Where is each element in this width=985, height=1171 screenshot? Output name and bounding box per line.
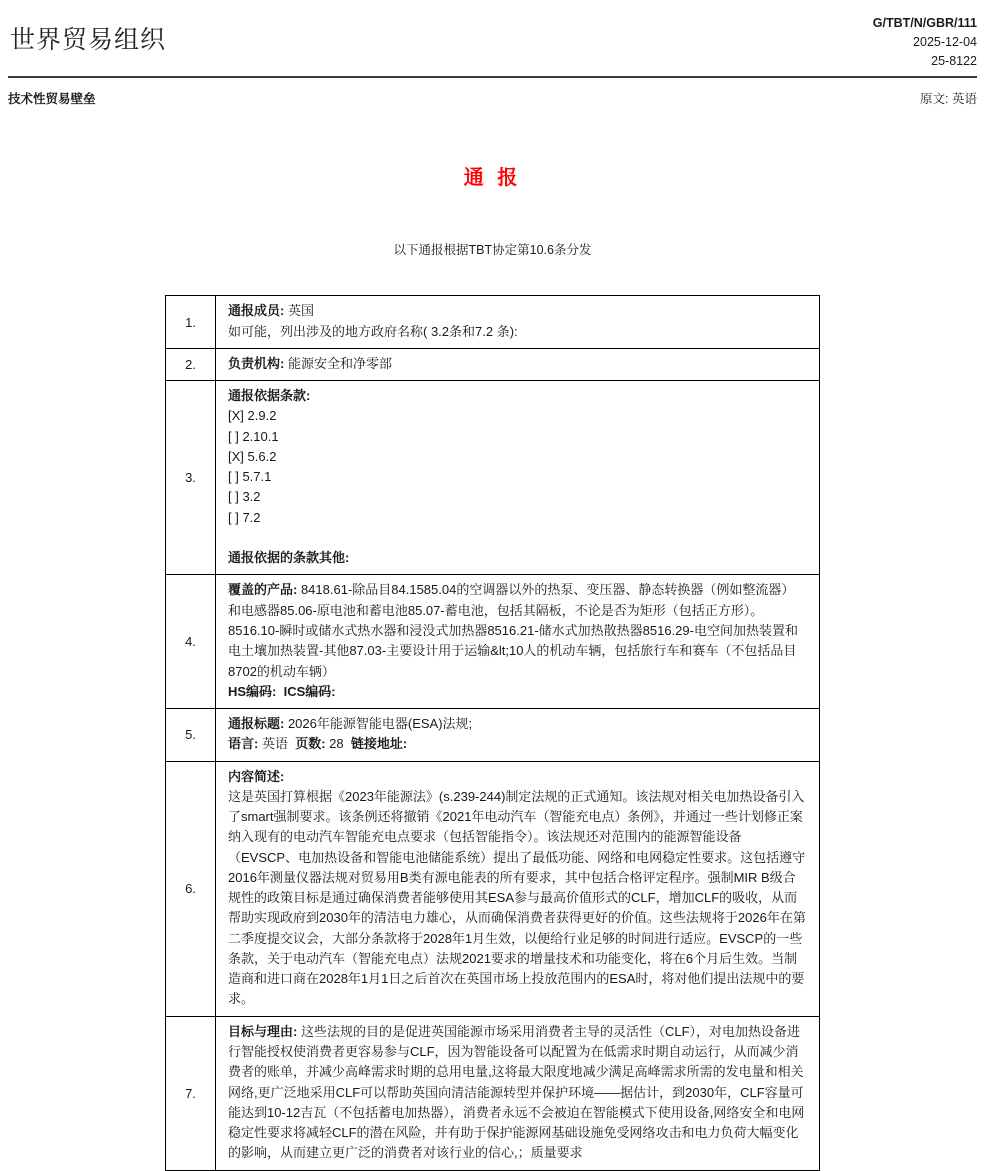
- field-label: 通报依据的条款其他:: [228, 550, 350, 566]
- document-ref: 25-8122: [931, 53, 977, 68]
- row-content: [216, 709, 820, 762]
- text-line: [228, 406, 807, 426]
- notification-table: [165, 295, 820, 1170]
- document-date: 2025-12-04: [913, 34, 977, 49]
- header-divider: [8, 76, 977, 78]
- field-label: 页数:: [295, 736, 326, 752]
- row-number: 1.: [166, 296, 216, 349]
- row-number: 6.: [166, 761, 216, 1016]
- field-value: 这是英国打算根据《2023年能源法》(s.239-244)制定法规的正式通知。该法规对相关电加热设备引入了smart强制要求。该条例还将撤销《2021年电动汽车（智能充电点）条例》，并通过一些计划修正案纳入现有的电动汽车智能充电点要求（包括智能指令）。该法规还对范围内的能源智能设备（EVSCP、电加热设备和智能电池储能系统）提出了最低功能、网络和电网稳定性要求。这包括遵守2016年测量仪器法规对贸易用B类有源电能表的所有要求，其中包括合格评定程序。强制MIR B级合规性的政策目标是通过确保消费者能够使用其ESA参与最高价值形式的CLF，增加CLF的吸收，从而帮助实现政府到2030年的清洁电力雄心，从而确保消费者获得更好的价值。这些法规将于2026年在第二季度提交议会，大部分条款将于2028年1月生效，以便给行业足够的时间进行适应。EVSCP的一些条款，关于电动汽车（智能充电点）法规2021要求的增量技术和功能变化，将在6个月后生效。当制造商和进口商在2028年1月1日之后首次在英国市场上投放范围内的ESA时，将对他们提出法规中的要求。: [228, 788, 806, 1007]
- field-value: 如可能，列出涉及的地方政府名称( 3.2条和7.2 条):: [228, 323, 518, 339]
- field-label: 链接地址:: [350, 736, 408, 752]
- text-line: [228, 322, 807, 342]
- document-number: G/TBT/N/GBR/111: [872, 16, 977, 30]
- field-label: ICS编码:: [283, 683, 336, 699]
- row-content: [216, 575, 820, 709]
- text-line: [228, 386, 807, 406]
- field-value: [276, 684, 283, 699]
- text-line: [228, 787, 807, 1010]
- table-row: [166, 381, 820, 575]
- row-content: [216, 348, 820, 380]
- field-label: 覆盖的产品:: [228, 582, 298, 598]
- text-line: [228, 682, 807, 702]
- field-value: [ ] 3.2: [228, 489, 261, 505]
- table-row: [166, 348, 820, 380]
- row-number: 2.: [166, 348, 216, 380]
- field-value: 这些法规的目的是促进英国能源市场采用消费者主导的灵活性（CLF），对电加热设备进行智能授权使消费者更容易参与CLF，因为智能设备可以配置为在低需求时期自动运行，从而减少消费者的账单，并减少高峰需求时期的总用电量,这将最大限度地减少满足高峰需求所需的发电量和相关网络,更广泛地采用CLF可以帮助英国向清洁能源转型并保护环境——据估计，到2030年，CLF容量可能达到10-12吉瓦（不包括蓄电加热器），消费者永远不会被迫在智能模式下使用设备,网络安全和电网稳定性要求将减轻CLF的潜在风险，并有助于保护能源网基础设施免受网络攻击和电力负荷大幅变化的影响，从而建立更广泛的消费者对该行业的信心,；质量要求: [228, 1023, 805, 1161]
- field-value: 2026年能源智能电器(ESA)法规;: [284, 716, 473, 732]
- text-line: [228, 427, 807, 447]
- field-label: HS编码:: [228, 683, 277, 699]
- field-label: 负责机构:: [228, 355, 285, 371]
- distribution-note: 以下通报根据TBT协定第10.6条分发: [393, 243, 592, 258]
- field-label: 内容简述:: [228, 768, 285, 784]
- table-row: [166, 761, 820, 1016]
- field-value: [ ] 5.7.1: [228, 469, 272, 485]
- masthead: [8, 12, 977, 70]
- text-line: [228, 301, 807, 321]
- row-number: 3.: [166, 381, 216, 575]
- row-number: 7.: [166, 1016, 216, 1170]
- row-content: [216, 381, 820, 575]
- row-content: [216, 296, 820, 349]
- field-value: [X] 5.6.2: [228, 448, 277, 464]
- notification-table-body: [166, 296, 820, 1170]
- text-line: [228, 447, 807, 467]
- field-label: 通报标题:: [228, 716, 285, 732]
- field-label: 目标与理由:: [228, 1023, 298, 1039]
- row-number: 5.: [166, 709, 216, 762]
- field-value: 英语: [258, 736, 296, 752]
- text-line: [228, 580, 807, 681]
- row-content: [216, 1016, 820, 1170]
- table-row: [166, 709, 820, 762]
- row-content: [216, 761, 820, 1016]
- field-value: 能源安全和净零部: [284, 355, 392, 371]
- table-row: [166, 1016, 820, 1170]
- document-meta: [873, 12, 977, 70]
- table-row: [166, 296, 820, 349]
- sub-header-row: [8, 89, 977, 107]
- field-label: 语言:: [228, 736, 259, 752]
- organization-title: 世界贸易组织: [10, 26, 167, 54]
- text-line: [228, 714, 807, 734]
- text-line: [228, 1022, 807, 1164]
- text-line: [228, 487, 807, 507]
- notification-title: 通 报: [463, 167, 522, 190]
- field-value: [ ] 2.10.1: [228, 428, 279, 444]
- field-value: [ ] 7.2: [228, 509, 261, 525]
- table-row: [166, 575, 820, 709]
- field-value: [X] 2.9.2: [228, 408, 277, 424]
- field-value: 8418.61-除品目84.1585.04的空调器以外的热泵、变压器、静态转换器（例如整流器）和电感器85.06-原电池和蓄电池85.07-蓄电池，包括其隔板，不论是否为矩形（包括正方形）。8516.10-瞬时或储水式热水器和浸没式加热器8516.21-储水式加热散热器8516.29-电空间加热装置和电土壤加热装置-其他87.03-主要设计用于运输&lt;10人的机动车辆，包括旅行车和赛车（不包括品目8702的机动车辆）: [228, 582, 798, 679]
- field-value: 英国: [284, 303, 314, 319]
- text-line: [228, 767, 807, 787]
- committee-label: 技术性贸易壁垒: [8, 92, 96, 107]
- field-label: 通报依据条款:: [228, 388, 311, 404]
- text-line: [228, 508, 807, 528]
- text-line: [228, 734, 807, 754]
- text-line: [228, 548, 807, 568]
- field-value: 28: [325, 736, 351, 752]
- text-line: [228, 528, 807, 548]
- row-number: 4.: [166, 575, 216, 709]
- text-line: [228, 467, 807, 487]
- original-language-label: 原文: 英语: [920, 92, 977, 107]
- text-line: [228, 354, 807, 374]
- field-label: 通报成员:: [228, 303, 285, 319]
